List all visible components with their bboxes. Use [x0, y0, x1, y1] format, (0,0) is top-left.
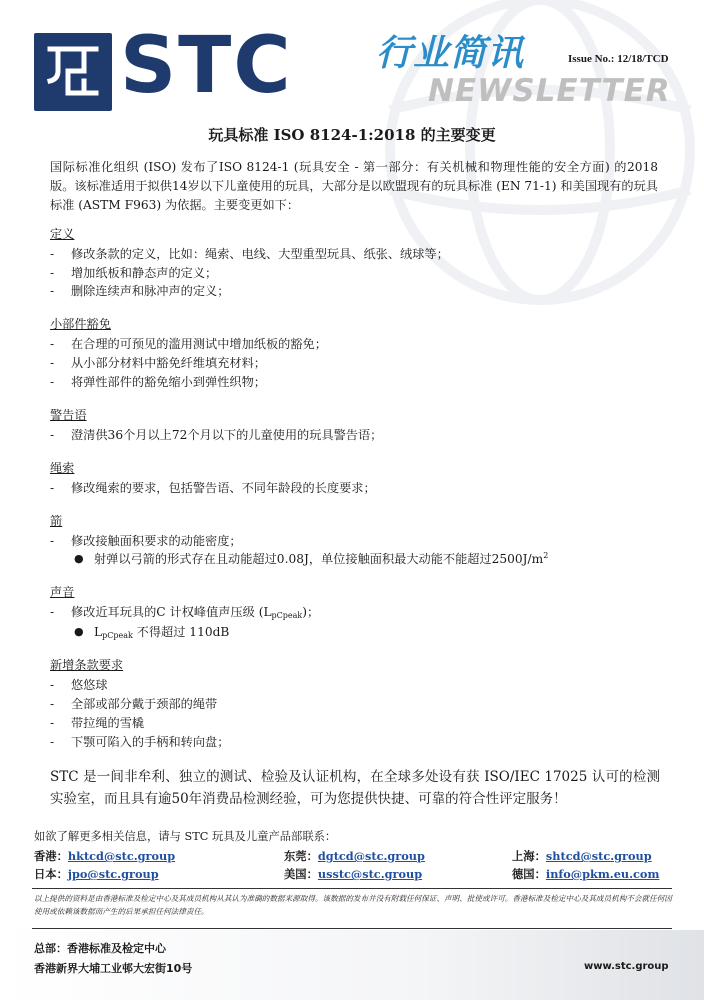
logo-text: STC — [120, 21, 293, 111]
list-item: - 修改条款的定义，比如：绳索、电线、大型重型玩具、纸张、绒球等； — [50, 246, 449, 261]
list-item: - 在合理的可预见的滥用测试中增加纸板的豁免； — [50, 337, 327, 352]
section-heading-cords: 绳索 — [50, 460, 75, 475]
list-item: - 澄清供36个月以上72个月以下的儿童使用的玩具警告语； — [50, 427, 383, 442]
email-link-dg[interactable]: dgtcd@stc.group — [317, 849, 425, 863]
section-heading-arrows: 箭 — [50, 513, 63, 528]
list-item: - 从小部分材料中豁免纤维填充材料； — [50, 356, 266, 371]
sub-list-item: ● $L_{pCpeak}$ 不得超过 110dB — [74, 624, 230, 640]
article-title: 玩具标准 ISO 8124-1:2018 的主要变更 — [208, 126, 496, 144]
contact-label: 上海： — [512, 849, 546, 863]
list-item: - 修改绳索的要求，包括警告语、不同年龄段的长度要求； — [50, 480, 376, 495]
contact-label: 东莞： — [284, 849, 318, 863]
email-link-jp[interactable]: jpo@stc.group — [67, 867, 159, 881]
contact-label: 美国： — [284, 867, 318, 881]
section-heading-sound: 声音 — [50, 585, 75, 600]
footer-headquarters: 总部：香港标准及检定中心 — [34, 942, 166, 955]
newsletter-title-en: NEWSLETTER — [428, 73, 671, 109]
email-link-us[interactable]: usstc@stc.group — [317, 867, 423, 881]
article-body — [50, 158, 658, 752]
divider — [32, 888, 672, 889]
section-heading-new-requirements: 新增条款要求 — [50, 658, 124, 672]
contact-label: 香港： — [34, 849, 68, 863]
disclaimer: 以上提供的资料是由香港标准及检定中心及其成员机构从其认为准确的数据来源取得。该数据的发布并没有附载任何保证、声明、批使或许可。香港标准及检定中心及其成员机构不会就任何因使用或依赖该数据而产生的后果承担任何法律责任。 — [34, 894, 672, 916]
logo-emblem — [34, 33, 112, 111]
list-item: - 删除连续声和脉冲声的定义； — [50, 284, 230, 299]
list-item: - 带拉绳的雪橇 — [50, 715, 145, 730]
footer-address: 香港新界大埔工业邨大宏街10号 — [34, 962, 193, 975]
stc-emblem-icon — [44, 41, 102, 103]
list-item: - 下颚可陷入的手柄和转向盘； — [50, 734, 230, 749]
list-item: - 将弹性部件的豁免缩小到弹性织物； — [50, 375, 266, 390]
contact-label: 德国： — [512, 867, 546, 881]
issue-number: Issue No.: 12/18/TCD — [568, 53, 669, 65]
footer-website-link[interactable]: www.stc.group — [584, 961, 669, 972]
list-item: - 全部或部分戴于颈部的绳带 — [50, 696, 218, 711]
intro-paragraph: 国际标准化组织 (ISO) 发布了ISO 8124-1 (玩具安全 - 第一部分：有关机械和物理性能的安全方面) 的2018版。该标准适用于拟供14岁以下儿童使用的玩具，大部分是以欧盟现有的玩具标准 (EN 71-1) 和美国现有的玩具标准 (ASTM F963) 为依据。主要变更如下： — [50, 160, 658, 212]
list-item: - 悠悠球 — [50, 677, 108, 692]
sub-list-item: ● 射弹以弓箭的形式存在且动能超过0.08J，单位接触面积最大动能不能超过$2500J/m^2$ — [74, 551, 549, 567]
list-item: - 修改接触面积要求的动能密度； — [50, 533, 242, 548]
email-link-de[interactable]: info@pkm.eu.com — [545, 867, 660, 881]
contact-row — [34, 866, 674, 884]
list-item: - 增加纸板和静态声的定义； — [50, 265, 218, 280]
section-heading-small-parts: 小部件豁免 — [50, 317, 111, 332]
divider — [32, 928, 672, 929]
section-heading-definitions: 定义 — [50, 226, 75, 241]
email-link-sh[interactable]: shtcd@stc.group — [545, 849, 652, 863]
section-heading-warnings: 警告语 — [50, 407, 87, 422]
stc-logo — [34, 21, 304, 113]
closing-paragraph: STC 是一间非牟利、独立的测试、检验及认证机构，在全球多处设有获 ISO/IEC 17025 认可的检测实验室，而且具有逾50年消费品检测经验，可为您提供快捷、可靠的符合性评定服务！ — [50, 769, 660, 808]
contact-intro: 如欲了解更多相关信息，请与 STC 玩具及儿童产品部联系： — [34, 830, 337, 843]
list-item: - 修改近耳玩具的C 计权峰值声压级 $(L_{pCpeak})$； — [50, 605, 320, 621]
contact-row — [34, 848, 674, 866]
email-link-hk[interactable]: hktcd@stc.group — [67, 849, 176, 863]
contact-label: 日本： — [34, 867, 68, 881]
contact-list — [34, 848, 674, 884]
newsletter-title-cn: 行业简讯 — [376, 33, 525, 74]
